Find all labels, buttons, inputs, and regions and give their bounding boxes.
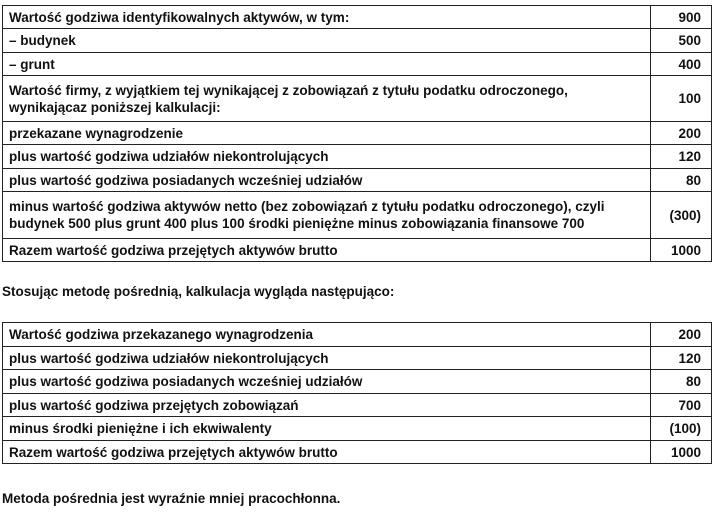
conclusion-text: Metoda pośrednia jest wyraźnie mniej pracochłonna. xyxy=(2,491,341,506)
row-value: 500 xyxy=(651,29,712,53)
table-row xyxy=(3,192,712,239)
row-label: minus wartość godziwa aktywów netto (bez zobowiązań z tytułu podatku odroczonego), czyli budynek 500 plus grunt 400 plus 100 środki pieniężne minus zobowiązania finansowe 700 xyxy=(3,192,651,239)
row-value: 700 xyxy=(651,394,712,417)
row-value: (300) xyxy=(651,192,712,239)
row-value: (100) xyxy=(651,417,712,441)
table-row xyxy=(3,347,712,370)
row-label: – grunt xyxy=(3,53,651,76)
table-row xyxy=(3,53,712,76)
row-value: 1000 xyxy=(651,239,712,262)
row-label: plus wartość godziwa udziałów niekontrolujących xyxy=(3,145,651,169)
indirect-method-intro: Stosując metodę pośrednią, kalkulacja wygląda następująco: xyxy=(2,284,395,299)
row-label: przekazane wynagrodzenie xyxy=(3,122,651,145)
indirect-method-table xyxy=(2,322,712,464)
table-row xyxy=(3,370,712,394)
row-value: 120 xyxy=(651,145,712,169)
row-value: 100 xyxy=(651,76,712,122)
table-row xyxy=(3,417,712,441)
row-label: plus wartość godziwa posiadanych wcześniej udziałów xyxy=(3,370,651,394)
row-value: 1000 xyxy=(651,441,712,464)
table-row xyxy=(3,6,712,29)
row-label: Wartość godziwa identyfikowalnych aktywów, w tym: xyxy=(3,6,651,29)
table-row xyxy=(3,29,712,53)
row-value: 200 xyxy=(651,122,712,145)
row-value: 200 xyxy=(651,323,712,347)
row-label: plus wartość godziwa posiadanych wcześniej udziałów xyxy=(3,169,651,192)
table-row xyxy=(3,122,712,145)
row-label: Razem wartość godziwa przejętych aktywów brutto xyxy=(3,441,651,464)
row-value: 80 xyxy=(651,169,712,192)
table-row xyxy=(3,441,712,464)
row-label: plus wartość godziwa udziałów niekontrolujących xyxy=(3,347,651,370)
table-row xyxy=(3,169,712,192)
row-label: Razem wartość godziwa przejętych aktywów brutto xyxy=(3,239,651,262)
row-value: 400 xyxy=(651,53,712,76)
table-row xyxy=(3,145,712,169)
row-value: 900 xyxy=(651,6,712,29)
table-row xyxy=(3,76,712,122)
row-label: – budynek xyxy=(3,29,651,53)
table-row xyxy=(3,323,712,347)
row-label: plus wartość godziwa przejętych zobowiązań xyxy=(3,394,651,417)
row-value: 120 xyxy=(651,347,712,370)
table-row xyxy=(3,239,712,262)
row-label: minus środki pieniężne i ich ekwiwalenty xyxy=(3,417,651,441)
table-row xyxy=(3,394,712,417)
row-label: Wartość godziwa przekazanego wynagrodzenia xyxy=(3,323,651,347)
row-label: Wartość firmy, z wyjątkiem tej wynikającej z zobowiązań z tytułu podatku odroczonego, wynikającaz poniższej kalkulacji: xyxy=(3,76,651,122)
direct-method-table xyxy=(2,5,712,262)
row-value: 80 xyxy=(651,370,712,394)
